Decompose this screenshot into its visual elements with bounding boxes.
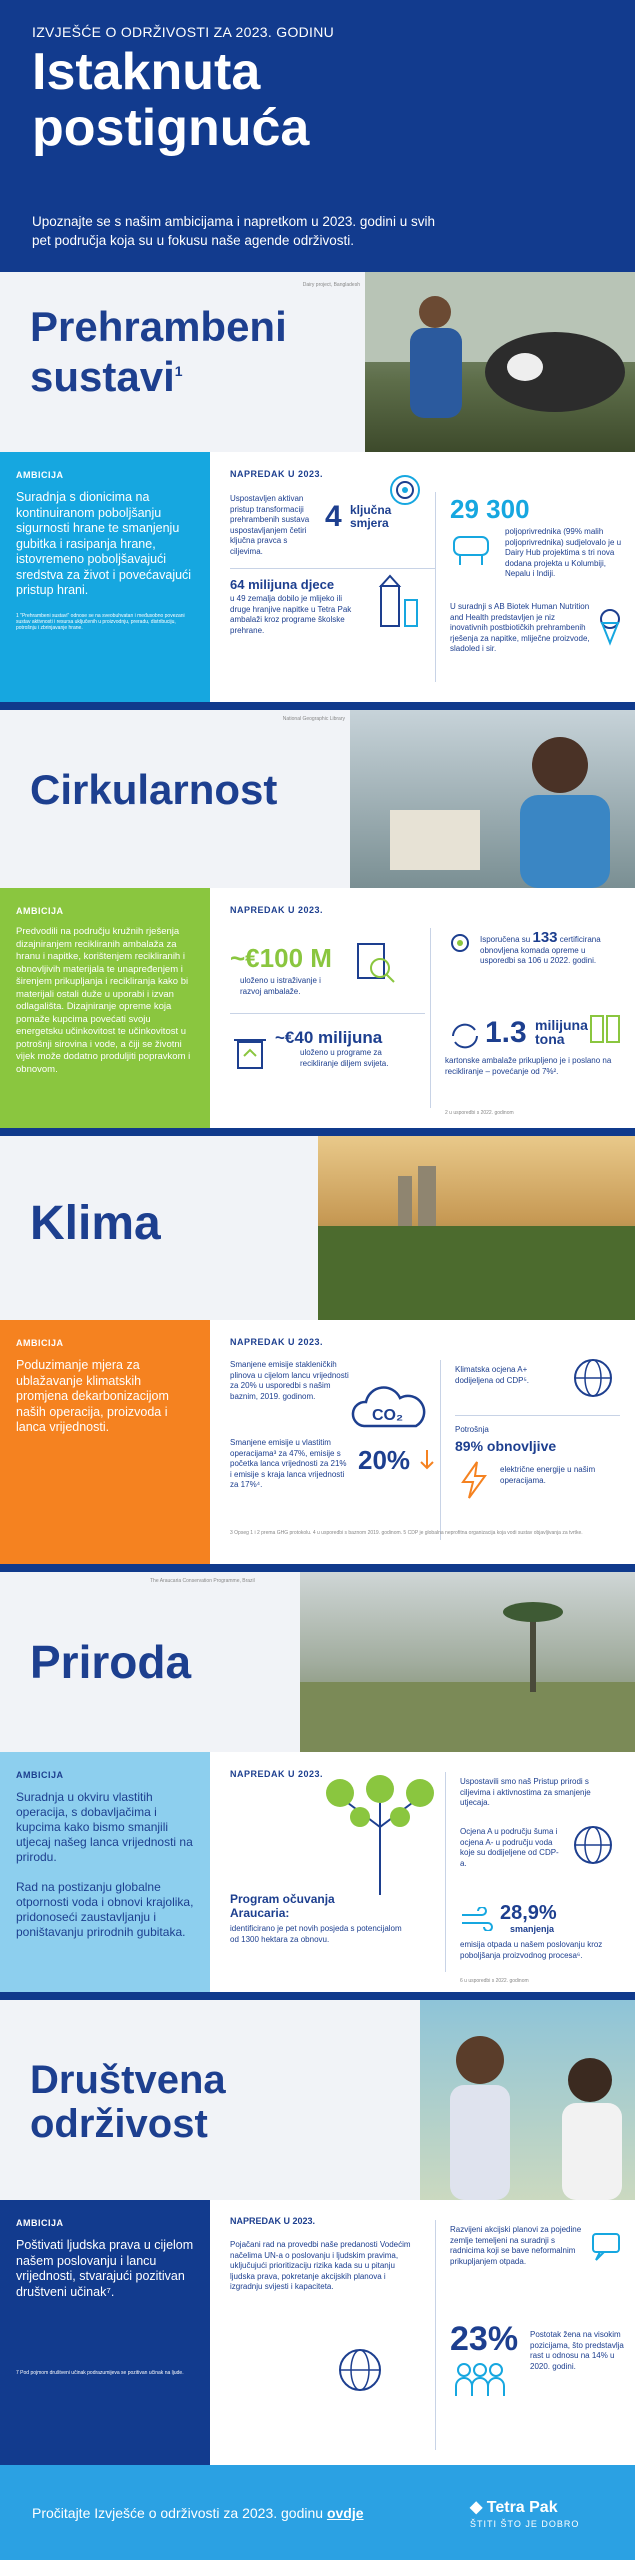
climate-p4-text: električne energije u našim operacijama.: [500, 1465, 596, 1485]
cow-icon: [450, 527, 500, 567]
nature-p3-num: 28,9%: [500, 1902, 557, 1924]
footer-text: [32, 2505, 364, 2521]
milk-carton-icon: [375, 572, 425, 632]
social-p2-text: Razvijeni akcijski planovi za pojedine zemlje temeljeni na suradnji s radnicima koji se bave neformalnim prikupljanjem otpada.: [450, 2225, 582, 2266]
logo-text: Tetra Pak: [486, 2499, 558, 2516]
food-p2-big: 64 milijuna djece: [230, 577, 335, 592]
food-p3-num: 29 300: [450, 494, 530, 524]
food-ambition-text: Suradnja s dionicima na kontinuiranom poboljšanju sigurnosti hrane te smanjenju gubitka i rasipanja hrane, istovremeno poboljšavajući sredstva za život i povećavajući pristup hrani.: [16, 490, 192, 597]
circ-p1-num: ~€100 M: [230, 943, 332, 973]
food-p2-text: u 49 zemalja dobilo je mlijeko ili druge hranjive napitke u Tetra Pak ambalaži kroz programe školske prehrane.: [230, 594, 352, 635]
footer: [0, 2465, 635, 2560]
title-line-1: Istaknuta: [32, 43, 261, 101]
globe-icon: [570, 1355, 616, 1401]
climate-p4-num: 89% obnovljive: [455, 1438, 557, 1454]
gear-icon: [445, 928, 475, 958]
svg-text:CO₂: CO₂: [372, 1407, 404, 1424]
forest-illustration: [300, 1572, 635, 1752]
climate-p-num: 20%: [358, 1445, 411, 1475]
circ-p1-text: uloženo u istraživanje i razvoj ambalaže.: [240, 976, 321, 996]
social-p1-text: Pojačani rad na provedbi naše predanosti Vodećim načelima UN-a o poslovanju i ljudskim pravima, uključujući prioritizaciju rizika kada su u pitanju ljudska prava, pokretanje akcijskih planova i izgradnju svijesti i kapaciteta.: [230, 2240, 411, 2291]
circ-ambition-panel: [0, 888, 210, 1128]
globe-hands-icon: [330, 2340, 390, 2400]
social-progress-label: NAPREDAK U 2023.: [230, 2216, 316, 2226]
climate-footnote: 3 Opseg 1 i 2 prema GHG protokolu. 4 u usporedbi s baznom 2019. godinom. 5 CDP je globalna neprofitna organizacija koja vodi sustav objavljivanja za tvrtke.: [230, 1530, 583, 1536]
chat-icon: [590, 2230, 624, 2264]
footer-text-pre: Pročitajte Izvješće o održivosti za 2023. godinu: [32, 2505, 324, 2521]
slogan: ŠTITI ŠTO JE DOBRO: [470, 2519, 580, 2529]
climate-p2-text: Smanjene emisije u vlastitim operacijama³ za 47%, emisije s početka lanca vrijednosti za 21% i emisije s kraja lanca vrijednosti za 17%⁴.: [230, 1438, 347, 1489]
lead-text: Upoznajte se s našim ambicijama i napretkom u 2023. godini u svih pet područja koja su u fokusu naše agende održivosti.: [32, 214, 435, 248]
circ-ambition-text: Predvodili na području kružnih rješenja dizajniranjem recikliranih ambalaža za hranu i napitke, korištenjem recikliranih i obnovljivih materijala te unapređenjem i širenjem prikupljanja i recikliranja kako bi materijali ostali duže u uporabi i izvan odlagališta. Dizajniranje opreme koja pomaže kupcima povećati svoju energetsku učinkovitost te učinkovitost u potrošnji sirovina i vode, a čiji se životni vijek može dodatno produljiti popravkom i obnovom.: [16, 926, 191, 1075]
social-progress-panel: [210, 2200, 635, 2465]
divider: [0, 702, 635, 710]
nature-footnote: 6 u usporedbi s 2022. godinom: [460, 1978, 529, 1984]
food-p4-text: U suradnji s AB Biotek Human Nutrition and Health predstavljen je niz inovativnih postbiotičkih prehrambenih rješenja za napitke, mliječne proizvode, sladoled i sir.: [450, 602, 590, 653]
nature-ambition-text: Suradnja u okviru vlastitih operacija, s dobavljačima i kupcima kako bismo smanjili utjecaj našeg lanca vrijednosti na prirodu. Rad na postizanju globalne otpornosti voda i obnovi krajolika, pridonoseći zaustavljanju i poništavanju prirodnih gubitaka.: [16, 1790, 194, 1939]
nature-title: Priroda: [30, 1636, 192, 1688]
climate-title: Klima: [30, 1197, 161, 1250]
climate-ambition-panel: [0, 1320, 210, 1564]
social-title-line1: Društvena: [30, 2058, 226, 2102]
social-footnote: 7 Pod pojmom društveni učinak podrazumijeva se pozitivan učinak na ljude.: [16, 2370, 184, 2376]
food-title-line2: sustavi: [30, 353, 175, 400]
farmer-photo: [365, 272, 635, 452]
climate-progress-label: NAPREDAK U 2023.: [230, 1337, 324, 1347]
divider: [0, 1128, 635, 1136]
food-footnote: 1 "Prehrambeni sustavi" odnose se na sveobuhvatan i međusobno povezani sustav aktivnosti i resursa uključenih u proizvodnju, preradu, distribuciju, potrošnju i zbrinjavanje hrane.: [16, 612, 185, 631]
food-ambition-label: AMBICIJA: [16, 470, 64, 480]
header-banner: [0, 0, 635, 272]
nature-progress-label: NAPREDAK U 2023.: [230, 1769, 324, 1779]
food-title: [30, 305, 287, 399]
climate-ambition-text: Poduzimanje mjera za ublažavanje klimatskih promjena dekarbonizacijom naših operacija, proizvoda i lanca vrijednosti.: [16, 1358, 169, 1434]
magnifier-doc-icon: [350, 938, 400, 988]
social-ambition-text: Poštivati ljudska prava u cijelom našem poslovanju i lancu vrijednosti, stvarajući pozitivan društveni učinak⁷.: [16, 2238, 194, 2299]
report-link[interactable]: ovdje: [326, 2505, 364, 2521]
social-p3-text: Postotak žena na visokim pozicijama, što predstavlja rast u odnosu na 14% u 2020. godini.: [530, 2330, 624, 2371]
nature-prog-title: Program očuvanja Araucaria:: [230, 1892, 335, 1920]
field-illustration: [318, 1136, 635, 1320]
forest-photo: [300, 1572, 635, 1752]
circ-p2-num: ~€40 milijuna: [275, 1028, 383, 1047]
food-title-line1: Prehrambeni: [30, 303, 287, 350]
social-ambition-label: AMBICIJA: [16, 2218, 64, 2228]
food-p1-unit2: smjera: [350, 516, 389, 530]
social-p3-num: 23%: [450, 2320, 519, 2358]
climate-p3-text: Klimatska ocjena A+ dodijeljena od CDP⁵.: [455, 1365, 530, 1385]
wind-icon: [460, 1907, 494, 1931]
circ-p3-prefix: Isporučena su: [480, 935, 531, 944]
araucaria-tree-icon: [320, 1767, 440, 1897]
food-ambition-panel: [0, 452, 210, 702]
circ-progress-label: NAPREDAK U 2023.: [230, 905, 324, 915]
globe-icon: [570, 1822, 616, 1868]
triangle-logo-icon: ◆: [470, 2499, 487, 2516]
nature-p3-text: emisija otpada u našem poslovanju kroz poboljšanja proizvodnog procesa⁶.: [460, 1940, 603, 1960]
nature-ambition-panel: [0, 1752, 210, 1992]
divider: [0, 1992, 635, 2000]
social-ambition-panel: [0, 2200, 210, 2465]
nature-p1-text: Uspostavili smo naš Pristup prirodi s ciljevima i aktivnostima za smanjenje utjecaja.: [460, 1777, 591, 1807]
circ-p4-num: 1.3: [485, 1016, 527, 1049]
circ-p2-text: uloženo u programe za recikliranje diljem svijeta.: [300, 1048, 389, 1068]
lightning-icon: [455, 1460, 495, 1500]
nature-photo-credit: The Araucaria Conservation Programme, Brazil: [150, 1578, 255, 1584]
ice-cream-icon: [595, 607, 625, 647]
circ-ambition-label: AMBICIJA: [16, 906, 64, 916]
climate-progress-panel: [210, 1320, 635, 1564]
social-title: [30, 2058, 226, 2146]
circ-title: Cirkularnost: [30, 766, 278, 813]
carton-icon: [585, 1008, 625, 1048]
food-p1-unit1: ključna: [350, 503, 392, 517]
city-field-photo: [318, 1136, 635, 1320]
farmer-illustration: [365, 272, 635, 452]
girl-recycling-photo: [350, 710, 635, 888]
people-icon: [450, 2360, 510, 2400]
nature-prog-text: identificirano je pet novih posjeda s potencijalom od 1300 hektara za obnovu.: [230, 1924, 402, 1944]
nature-progress-panel: [210, 1752, 635, 1992]
climate-p4-label: Potrošnja: [455, 1425, 489, 1434]
food-p1-num: 4: [325, 500, 342, 533]
food-p1-text: Uspostavljen aktivan pristup transformaciji prehrambenih sustava uspostavljanjem četiri ključna pravca s ciljevima.: [230, 494, 310, 556]
climate-p1-text: Smanjene emisije stakleničkih plinova u cijelom lancu vrijednosti za 20% u usporedbi s našim baznim, 2019. godinom.: [230, 1360, 349, 1401]
nature-ambition-label: AMBICIJA: [16, 1770, 64, 1780]
circ-footnote: 2 u usporedbi s 2022. godinom: [445, 1110, 514, 1116]
recycle-bin-icon: [230, 1028, 270, 1072]
girl-illustration: [350, 710, 635, 888]
circ-photo-credit: National Geographic Library: [282, 716, 345, 722]
food-p3-text: poljoprivrednika (99% malih poljoprivrednika) sudjelovalo je u Dairy Hub projektima s tri nova dodana projekta u Kolumbiji, Nepalu i Indiji.: [505, 527, 622, 578]
circ-p4-unit: milijuna tona: [535, 1017, 588, 1047]
target-icon: [385, 472, 425, 508]
food-progress-label: NAPREDAK U 2023.: [230, 469, 324, 479]
nature-p3-unit: smanjenja: [510, 1924, 555, 1934]
refresh-icon: [445, 1018, 485, 1054]
co2-cloud-icon: [350, 1380, 430, 1436]
circ-p4-text: kartonske ambalaže prikupljeno je i poslano na recikliranje – povećanje od 7%².: [445, 1056, 612, 1076]
women-illustration: [420, 2000, 635, 2200]
social-title-line2: održivost: [30, 2102, 208, 2146]
circ-p3-text-wrap: [480, 929, 620, 967]
circ-progress-panel: [210, 888, 635, 1128]
title-line-2: postignuća: [32, 99, 310, 157]
divider: [0, 1564, 635, 1572]
circ-p3-text: certificirana obnovljena komada opreme u usporedbi sa 106 u 2022. godini.: [480, 935, 601, 965]
arrow-down-icon: [420, 1448, 434, 1472]
report-kicker: IZVJEŠĆE O ODRŽIVOSTI ZA 2023. GODINU: [32, 24, 335, 40]
food-progress-panel: [210, 452, 635, 702]
women-photo: [420, 2000, 635, 2200]
circ-p3-num: 133: [532, 929, 558, 946]
tetra-pak-logo: [470, 2497, 558, 2517]
page-title: [32, 44, 309, 156]
climate-ambition-label: AMBICIJA: [16, 1338, 64, 1348]
food-title-sup: 1: [174, 363, 183, 379]
food-photo-credit: Dairy project, Bangladesh: [302, 282, 360, 288]
nature-p2-text: Ocjena A u području šuma i ocjena A- u području voda koje su dodijeljene od CDP-a.: [460, 1827, 559, 1868]
